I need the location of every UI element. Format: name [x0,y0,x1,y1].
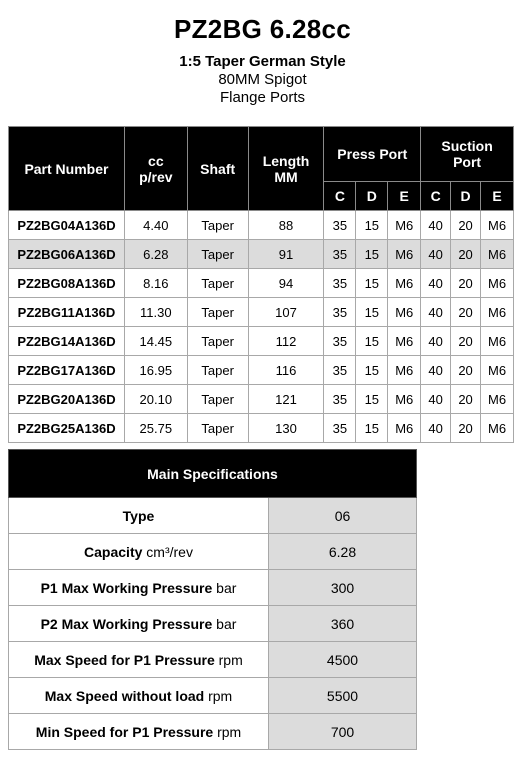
spec-label-text: Max Speed without load [44,687,205,704]
table-row [9,269,514,298]
cell-press-c: 35 [324,385,356,414]
spec-unit: rpm [218,651,243,668]
cell-press-e: M6 [388,211,421,240]
specs-title: Main Specifications [9,450,417,498]
spec-label-text: Type [122,507,155,524]
spec-label [9,498,269,534]
cell-part-number: PZ2BG25A136D [9,414,125,443]
cell-press-c: 35 [324,211,356,240]
cell-shaft: Taper [187,211,248,240]
spec-row [9,498,417,534]
spec-row [9,570,417,606]
spec-unit: rpm [217,723,242,740]
table-row [9,414,514,443]
cell-cc: 8.16 [124,269,187,298]
cell-suction-e: M6 [481,356,514,385]
header-part-number: Part Number [9,127,125,211]
cell-suction-e: M6 [481,298,514,327]
cell-cc: 20.10 [124,385,187,414]
spec-label [9,570,269,606]
cell-suction-c: 40 [421,211,451,240]
cell-press-e: M6 [388,327,421,356]
spec-unit: bar [216,615,237,632]
cell-length: 94 [248,269,324,298]
spec-label [9,678,269,714]
table-row [9,240,514,269]
spec-value: 4500 [269,642,417,678]
cell-suction-d: 20 [451,327,481,356]
header-press-c: C [324,182,356,211]
cell-suction-c: 40 [421,240,451,269]
cell-press-d: 15 [356,269,388,298]
spec-label-text: Capacity [84,543,143,560]
cell-press-d: 15 [356,327,388,356]
main-specifications-table [8,449,417,750]
cell-press-e: M6 [388,298,421,327]
spec-unit: rpm [208,687,233,704]
spec-row [9,606,417,642]
cell-press-d: 15 [356,240,388,269]
cell-shaft: Taper [187,356,248,385]
header-press-d: D [356,182,388,211]
spec-label [9,534,269,570]
header-suction-c: C [421,182,451,211]
cell-suction-d: 20 [451,211,481,240]
spec-row [9,534,417,570]
page-subtitle: 1:5 Taper German Style [179,53,346,70]
table-row [9,356,514,385]
spec-row [9,678,417,714]
cell-press-d: 15 [356,211,388,240]
cell-part-number: PZ2BG20A136D [9,385,125,414]
cell-part-number: PZ2BG11A136D [9,298,125,327]
cell-cc: 6.28 [124,240,187,269]
cell-suction-e: M6 [481,240,514,269]
cell-press-c: 35 [324,356,356,385]
spec-label [9,642,269,678]
cell-press-c: 35 [324,414,356,443]
spec-label-text: P1 Max Working Pressure [40,579,213,596]
header-length: Length MM [248,127,324,211]
cell-cc: 11.30 [124,298,187,327]
header-press-port: Press Port [324,127,421,182]
spec-value: 5500 [269,678,417,714]
cell-shaft: Taper [187,385,248,414]
spec-unit: cm³/rev [146,543,193,560]
table-row [9,385,514,414]
cell-press-e: M6 [388,240,421,269]
cell-suction-d: 20 [451,385,481,414]
cell-part-number: PZ2BG04A136D [9,211,125,240]
spec-label [9,606,269,642]
cell-press-e: M6 [388,385,421,414]
header-suction-d: D [451,182,481,211]
table-row [9,211,514,240]
table-row [9,327,514,356]
cell-cc: 25.75 [124,414,187,443]
spec-label-text: Max Speed for P1 Pressure [34,651,215,668]
cell-suction-d: 20 [451,298,481,327]
cell-length: 112 [248,327,324,356]
cell-press-c: 35 [324,269,356,298]
spec-value: 700 [269,714,417,750]
ports-line: Flange Ports [219,89,306,106]
spec-label-text: Min Speed for P1 Pressure [35,723,214,740]
cell-suction-c: 40 [421,298,451,327]
spec-label [9,714,269,750]
cell-suction-e: M6 [481,327,514,356]
cell-suction-d: 20 [451,269,481,298]
cell-cc: 16.95 [124,356,187,385]
cell-press-e: M6 [388,356,421,385]
spigot-line: 80MM Spigot [218,71,307,88]
header-suction-e: E [481,182,514,211]
cell-part-number: PZ2BG06A136D [9,240,125,269]
cell-shaft: Taper [187,269,248,298]
cell-shaft: Taper [187,414,248,443]
header-suction-port: Suction Port [421,127,514,182]
spec-row [9,642,417,678]
cell-length: 91 [248,240,324,269]
cell-part-number: PZ2BG17A136D [9,356,125,385]
models-table [8,126,514,443]
cell-length: 107 [248,298,324,327]
cell-suction-e: M6 [481,414,514,443]
spec-row [9,714,417,750]
header-shaft: Shaft [187,127,248,211]
cell-suction-e: M6 [481,385,514,414]
spec-unit: bar [216,579,237,596]
cell-suction-c: 40 [421,356,451,385]
cell-length: 88 [248,211,324,240]
cell-length: 130 [248,414,324,443]
header-cc: cc p/rev [124,127,187,211]
table-row [9,298,514,327]
cell-shaft: Taper [187,298,248,327]
cell-suction-d: 20 [451,356,481,385]
cell-press-e: M6 [388,414,421,443]
cell-suction-e: M6 [481,269,514,298]
cell-suction-c: 40 [421,327,451,356]
cell-press-e: M6 [388,269,421,298]
cell-cc: 4.40 [124,211,187,240]
cell-suction-d: 20 [451,240,481,269]
spec-value: 300 [269,570,417,606]
cell-press-d: 15 [356,356,388,385]
spec-value: 360 [269,606,417,642]
cell-press-c: 35 [324,298,356,327]
spec-label-text: P2 Max Working Pressure [40,615,213,632]
cell-press-c: 35 [324,240,356,269]
cell-part-number: PZ2BG14A136D [9,327,125,356]
cell-part-number: PZ2BG08A136D [9,269,125,298]
cell-suction-c: 40 [421,385,451,414]
cell-press-d: 15 [356,298,388,327]
page-title: PZ2BG 6.28cc [173,14,352,44]
cell-length: 116 [248,356,324,385]
spec-value: 6.28 [269,534,417,570]
spec-value: 06 [269,498,417,534]
cell-suction-c: 40 [421,414,451,443]
cell-suction-c: 40 [421,269,451,298]
cell-suction-d: 20 [451,414,481,443]
header-press-e: E [388,182,421,211]
cell-shaft: Taper [187,327,248,356]
cell-cc: 14.45 [124,327,187,356]
cell-press-d: 15 [356,414,388,443]
cell-length: 121 [248,385,324,414]
cell-press-d: 15 [356,385,388,414]
cell-suction-e: M6 [481,211,514,240]
cell-press-c: 35 [324,327,356,356]
cell-shaft: Taper [187,240,248,269]
